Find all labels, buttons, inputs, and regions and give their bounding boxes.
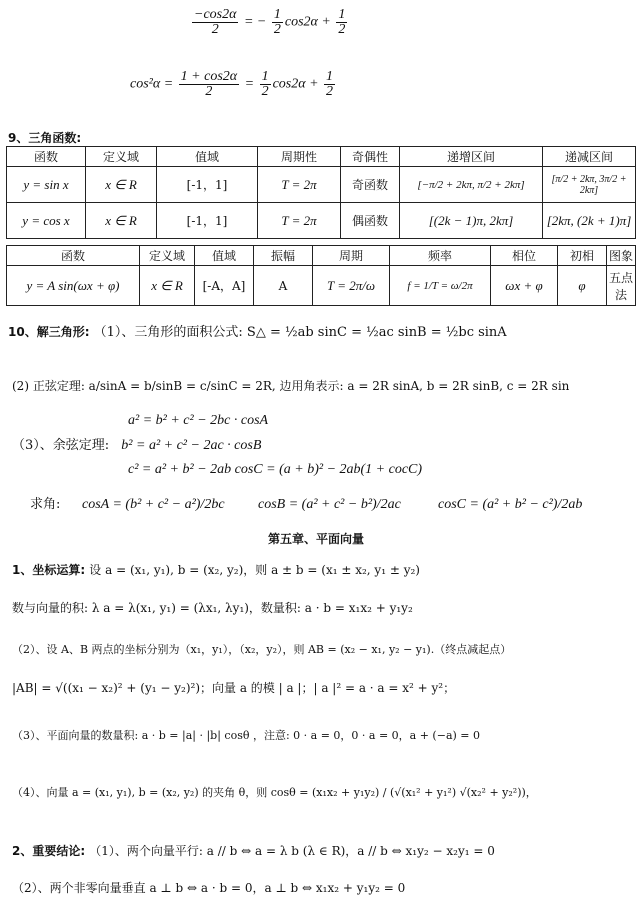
cell-amplitude: A: [254, 266, 313, 306]
trig-table: [6, 146, 636, 239]
cell-domain: x ∈ R: [86, 203, 157, 239]
angle-cosC: cosC = (a² + b² − c²)/2ab: [438, 497, 583, 512]
cell-fn: y = cos x: [7, 203, 86, 239]
coord-line: [12, 562, 420, 579]
cell-range: [-1，1]: [157, 203, 258, 239]
cosine-law-line: [12, 438, 261, 454]
formula-cos2a-half: $\frac{-\cos 2\alpha}{2}$ = − $\frac{1}{2}$ cos2α + $\frac{1}{2}$: [194, 7, 346, 37]
cosine-law-label: （3）、余弦定理:: [12, 438, 110, 453]
cell-graph: 五点法: [607, 266, 636, 306]
chapter5-title: 第五章、平面向量: [268, 532, 365, 546]
cell-period: T = 2π: [258, 167, 341, 203]
th-decreasing: 递减区间: [543, 147, 636, 167]
vector-angle: （4）、向量 a = (x₁, y₁), b = (x₂, y₂) 的夹角 θ，则 cosθ = (x₁x₂ + y₁y₂) / (√(x₁² + y₁²) √(x₂² + y₂²))，: [12, 786, 537, 799]
coord-formula: 设 a = (x₁, y₁), b = (x₂, y₂)，则 a ± b = (x₁ ± x₂, y₁ ± y₂): [89, 563, 420, 577]
trig-table-header: [7, 147, 636, 167]
cell-decreasing: [2kπ, (2k + 1)π]: [543, 203, 636, 239]
th-parity: 奇偶性: [341, 147, 400, 167]
cell-initial-phase: φ: [558, 266, 607, 306]
scalar-product: 数与向量的积: λ a = λ(x₁, y₁) = (λx₁, λy₁)，数量积: a · b = x₁x₂ + y₁y₂: [12, 601, 413, 615]
th-phase: 相位: [491, 246, 558, 266]
area-formula: （1）、三角形的面积公式: S△ = ½ab sinC = ½ac sinB = ½bc sinA: [93, 325, 507, 340]
cell-range: [-1，1]: [157, 167, 258, 203]
asin-row: [7, 266, 636, 306]
th-amplitude: 振幅: [254, 246, 313, 266]
cell-fn: y = sin x: [7, 167, 86, 203]
cell-period: T = 2π: [258, 203, 341, 239]
section10-title: 10、解三角形:: [8, 325, 90, 339]
asin-table: [6, 245, 636, 306]
cell-period: T = 2π/ω: [313, 266, 390, 306]
parallel-condition: （1）、两个向量平行: a // b ⇔ a = λ b (λ ∈ R)，a // b ⇔ x₁y₂ − x₂y₁ = 0: [89, 844, 495, 858]
vector-modulus: |AB| = √((x₁ − x₂)² + (y₁ − y₂)²)；向量 a 的模 | a |；| a |² = a · a = x² + y²；: [12, 681, 456, 695]
perpendicular-condition: （2）、两个非零向量垂直 a ⊥ b ⇔ a · b = 0，a ⊥ b ⇔ x₁x₂ + y₁y₂ = 0: [12, 881, 406, 895]
th-function: 函数: [7, 246, 140, 266]
cell-decreasing: [π/2 + 2kπ, 3π/2 + 2kπ]: [543, 167, 636, 203]
angle-cosB: cosB = (a² + c² − b²)/2ac: [258, 497, 401, 512]
angle-cosA: cosA = (b² + c² − a²)/2bc: [82, 497, 225, 512]
th-range: 值域: [157, 147, 258, 167]
section10-title-line: [8, 324, 507, 341]
coord-label: 1、坐标运算:: [12, 563, 86, 577]
formula-cos-square: cos²α = $\frac{1 + \cos 2\alpha}{2}$ = $\frac{1}{2}$ cos2α + $\frac{1}{2}$: [130, 69, 334, 99]
result-label: 2、重要结论:: [12, 844, 86, 858]
th-domain: 定义域: [86, 147, 157, 167]
sine-law: (2) 正弦定理: a/sinA = b/sinB = c/sinC = 2R, 边用角表示: a = 2R sinA, b = 2R sinB, c = 2R sin: [12, 379, 570, 393]
th-increasing: 递增区间: [400, 147, 543, 167]
dot-product: （3）、平面向量的数量积: a · b = |a| · |b| cosθ ，注意: 0 · a = 0，0 · a = 0，a + (−a) = 0: [12, 729, 481, 742]
vector-ab: （2）、设 A、B 两点的坐标分别为（x₁，y₁），（x₂，y₂），则 AB = (x₂ − x₁, y₂ − y₁).（终点减起点）: [12, 643, 512, 656]
th-initial-phase: 初相: [558, 246, 607, 266]
cell-frequency: f = 1/T = ω/2π: [390, 266, 491, 306]
th-function: 函数: [7, 147, 86, 167]
cell-domain: x ∈ R: [86, 167, 157, 203]
cell-phase: ωx + φ: [491, 266, 558, 306]
cell-range: [-A，A]: [195, 266, 254, 306]
th-domain: 定义域: [140, 246, 195, 266]
trig-row-sin: [7, 167, 636, 203]
section9-title: 9、三角函数:: [8, 131, 82, 145]
cell-fn: y = A sin(ωx + φ): [7, 266, 140, 306]
cell-parity: 奇函数: [341, 167, 400, 203]
trig-row-cos: [7, 203, 636, 239]
th-frequency: 频率: [390, 246, 491, 266]
cosine-law-a: a² = b² + c² − 2bc · cosA: [128, 413, 269, 428]
th-range: 值域: [195, 246, 254, 266]
th-period: 周期性: [258, 147, 341, 167]
cell-parity: 偶函数: [341, 203, 400, 239]
cosine-law-c: c² = a² + b² − 2ab cosC = (a + b)² − 2ab(1 + cocC): [128, 462, 423, 477]
cell-increasing: [(2k − 1)π, 2kπ]: [400, 203, 543, 239]
cell-increasing: [−π/2 + 2kπ, π/2 + 2kπ]: [400, 167, 543, 203]
th-graph: 图象: [607, 246, 636, 266]
th-period: 周期: [313, 246, 390, 266]
angle-label: 求角:: [30, 497, 61, 512]
asin-table-header: [7, 246, 636, 266]
cell-domain: x ∈ R: [140, 266, 195, 306]
result-line: [12, 843, 495, 860]
cosine-law-b: b² = a² + c² − 2ac · cosB: [121, 438, 262, 453]
